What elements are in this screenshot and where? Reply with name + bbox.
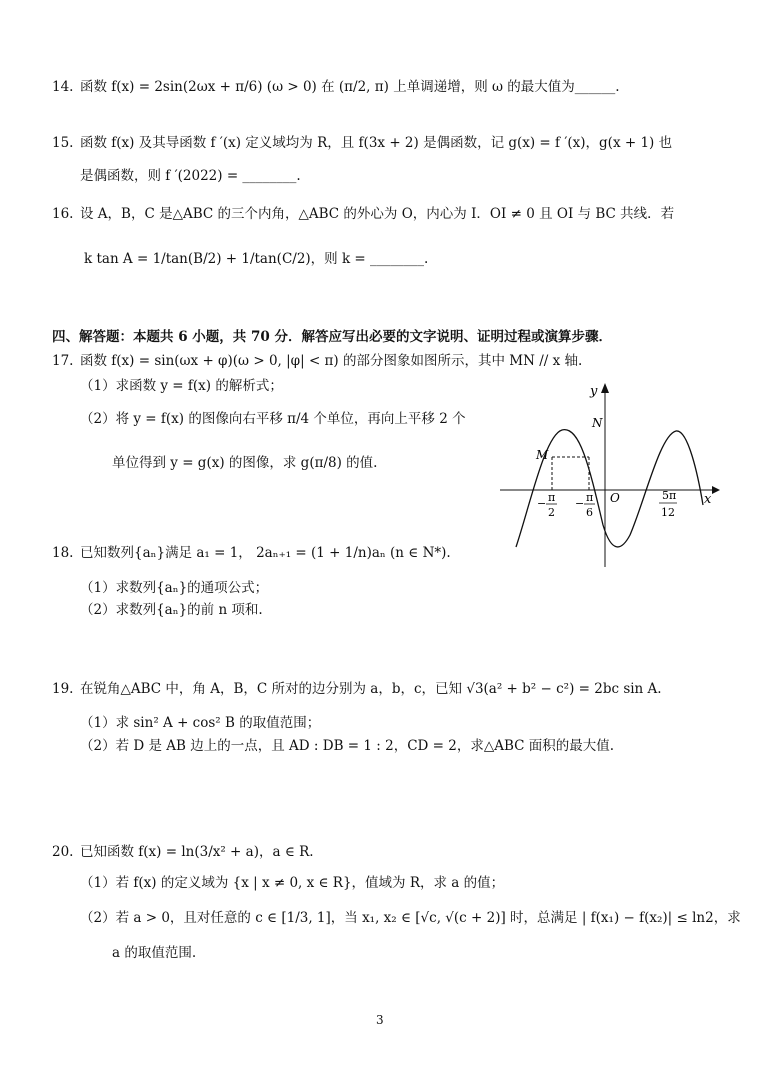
q18-part2: （2）求数列{aₙ}的前 n 项和. [80,602,263,618]
q15-line2: 是偶函数，则 f ′(2022) = ________. [80,168,301,184]
q16-line2: k tan A = 1/tan(B/2) + 1/tan(C/2)，则 k = ________. [84,251,429,267]
section4-heading: 四、解答题：本题共 6 小题，共 70 分．解答应写出必要的文字说明、证明过程或演算步骤． [52,329,612,345]
q20-part2a: （2）若 a > 0，且对任意的 c ∈ [1/3, 1]，当 x₁, x₂ ∈ [√c, √(c + 2)] 时，总满足 | f(x₁) − f(x₂)| ≤ ln2，求 [80,910,741,926]
point-m-label: M [536,448,549,462]
y-axis-label: y [590,384,598,399]
tick2-sign: − [575,497,585,510]
q19-part1: （1）求 sin² A + cos² B 的取值范围； [80,715,321,731]
q17-number: 17. [52,353,74,369]
q20-number: 20. [52,844,74,860]
q15-number: 15. [52,135,74,151]
point-n-label: N [592,416,603,430]
q20-part1: （1）若 f(x) 的定义域为 {x | x ≠ 0, x ∈ R}，值域为 R，求 a 的值； [80,875,505,891]
q18-number: 18. [52,545,74,561]
q17-stem: 函数 f(x) = sin(ωx + φ)(ω > 0, |φ| < π) 的部分图象如图所示，其中 MN // x 轴. [80,353,583,369]
q17-part2a: （2）将 y = f(x) 的图像向右平移 π/4 个单位，再向上平移 2 个 [80,411,466,427]
q14-number: 14. [52,79,74,95]
tick2-denominator: 6 [586,506,593,519]
q19-part2: （2）若 D 是 AB 边上的一点，且 AD : DB = 1 : 2，CD = 2，求△ABC 面积的最大值. [80,738,615,754]
q18-part1: （1）求数列{aₙ}的通项公式； [80,580,269,596]
q20-stem: 已知函数 f(x) = ln(3/x² + a)，a ∈ R. [80,844,314,860]
tick1-sign: − [537,497,547,510]
q17-part2b: 单位得到 y = g(x) 的图像，求 g(π/8) 的值. [112,455,378,471]
q16-line1: 设 A，B，C 是△ABC 的三个内角，△ABC 的外心为 O，内心为 I．OI ≠ 0 且 OI 与 BC 共线．若 [80,206,675,222]
x-axis-arrow [712,486,720,494]
q19-stem: 在锐角△ABC 中，角 A，B，C 所对的边分别为 a，b，c，已知 √3(a² + b² − c²) = 2bc sin A. [80,681,662,697]
q14-text: 函数 f(x) = 2sin(2ωx + π/6) (ω > 0) 在 (π/2, π) 上单调递增，则 ω 的最大值为______. [80,79,620,95]
q15-line1: 函数 f(x) 及其导函数 f ′(x) 定义域均为 R，且 f(3x + 2) 是偶函数，记 g(x) = f ′(x)，g(x + 1) 也 [80,135,673,151]
tick1-numerator: π [548,491,556,504]
tick3-numerator: 5π [662,489,677,502]
q20-part2b: a 的取值范围. [112,945,197,961]
q18-stem: 已知数列{aₙ}满足 a₁ = 1， 2aₙ₊₁ = (1 + 1/n)aₙ (n ∈ N*). [80,545,451,561]
tick3-denominator: 12 [661,506,675,519]
q17-sine-figure [490,375,730,575]
page-number: 3 [376,1013,384,1027]
tick2-numerator: π [586,491,594,504]
q16-number: 16. [52,206,74,222]
q17-part1: （1）求函数 y = f(x) 的解析式； [80,378,283,394]
origin-label: O [610,491,620,505]
y-axis-arrow [601,383,609,393]
q19-number: 19. [52,681,74,697]
x-axis-label: x [704,492,712,507]
tick1-denominator: 2 [548,506,555,519]
